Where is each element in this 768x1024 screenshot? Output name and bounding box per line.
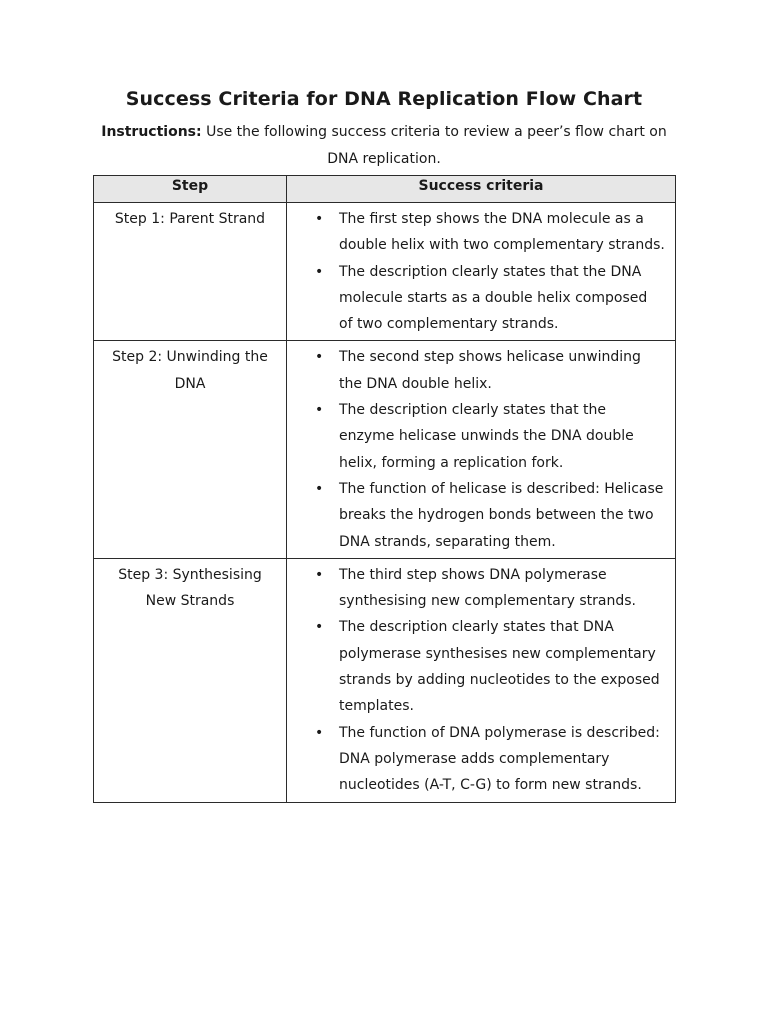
step-cell: Step 1: Parent Strand	[94, 203, 287, 341]
table-row	[94, 341, 676, 558]
criteria-item: • The function of helicase is described: Helicase breaks the hydrogen bonds between the two DNA strands, separating them.	[287, 476, 665, 555]
criteria-list	[287, 344, 665, 554]
step-cell: Step 2: Unwinding the DNA	[94, 341, 287, 558]
table-header-row	[94, 176, 676, 203]
table-row	[94, 558, 676, 802]
criteria-item: • The second step shows helicase unwinding the DNA double helix.	[287, 344, 665, 397]
criteria-item: • The function of DNA polymerase is described: DNA polymerase adds complementary nucleotides (A-T, C-G) to form new strands.	[287, 720, 665, 799]
header-success-criteria: Success criteria	[287, 176, 676, 203]
criteria-cell	[287, 341, 676, 558]
criteria-item: • The description clearly states that the enzyme helicase unwinds the DNA double helix, forming a replication fork.	[287, 397, 665, 476]
criteria-item: • The third step shows DNA polymerase synthesising new complementary strands.	[287, 562, 665, 615]
instructions-text: Use the following success criteria to review a peer’s flow chart on DNA replication.	[201, 124, 667, 167]
instructions-label: Instructions:	[101, 124, 202, 140]
step-cell: Step 3: Synthesising New Strands	[94, 558, 287, 802]
criteria-item: • The first step shows the DNA molecule as a double helix with two complementary strands.	[287, 206, 665, 259]
success-criteria-table	[93, 175, 676, 803]
page-title: Success Criteria for DNA Replication Flow Chart	[125, 88, 643, 110]
criteria-cell	[287, 558, 676, 802]
table-row	[94, 203, 676, 341]
header-step: Step	[94, 176, 287, 203]
criteria-list	[287, 562, 665, 799]
criteria-cell	[287, 203, 676, 341]
criteria-item: • The description clearly states that the DNA molecule starts as a double helix composed of two complementary strands.	[287, 259, 665, 338]
instructions-paragraph	[88, 119, 680, 172]
criteria-list	[287, 206, 665, 337]
criteria-item: • The description clearly states that DNA polymerase synthesises new complementary strands by adding nucleotides to the exposed templates.	[287, 614, 665, 719]
